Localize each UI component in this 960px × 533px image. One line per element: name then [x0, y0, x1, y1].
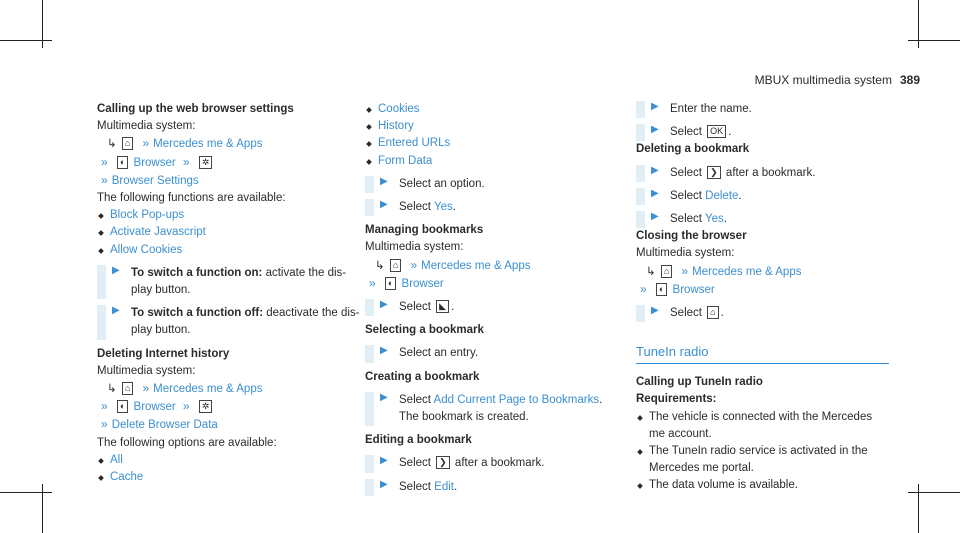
- section-title-tunein: TuneIn radio: [636, 344, 889, 364]
- step-arrow-icon: ▶: [651, 211, 659, 223]
- step-bar: [365, 392, 374, 426]
- step-bar: [365, 199, 374, 216]
- crop-mark: [908, 492, 960, 493]
- list-item[interactable]: Cache: [97, 469, 357, 486]
- menu-path: [365, 257, 615, 275]
- step-select-bookmark-icon: [365, 299, 615, 316]
- menu-path: [636, 281, 896, 299]
- step-text: The bookmark is created.: [399, 411, 529, 424]
- step-text: .: [599, 393, 603, 406]
- step-select-ok: ▶ Select OK .: [636, 124, 896, 141]
- step-select-edit: [365, 479, 615, 496]
- list-item-cont: Mercedes me portal.: [649, 462, 754, 475]
- heading-managing-bookmarks: Managing bookmarks: [365, 224, 484, 237]
- step-arrow-icon: ▶: [651, 305, 659, 317]
- delete-link[interactable]: Delete: [705, 189, 739, 202]
- menu-path: [636, 263, 896, 281]
- step-text: .: [454, 480, 458, 493]
- step-bar: [365, 479, 374, 496]
- path-arrow-icon: ↳: [375, 259, 385, 272]
- step-select-yes: [365, 199, 615, 216]
- step-bar: [636, 165, 645, 182]
- list-item-cont: me account.: [649, 427, 712, 440]
- step-text: .: [452, 201, 456, 214]
- menu-path: [97, 172, 357, 190]
- path-browser[interactable]: Browser: [133, 156, 176, 169]
- chevron-double-icon: »: [369, 275, 376, 290]
- chevron-double-icon: »: [142, 381, 150, 396]
- chevron-double-icon: »: [182, 154, 190, 169]
- path-browser[interactable]: Browser: [672, 283, 715, 296]
- step-text: Select: [670, 213, 702, 226]
- yes-link[interactable]: Yes: [704, 213, 724, 226]
- menu-path: [97, 154, 357, 172]
- path-arrow-icon: ↳: [646, 265, 656, 278]
- chevron-double-icon: »: [410, 257, 418, 272]
- heading-closing-browser: Closing the browser: [636, 230, 747, 243]
- chevron-double-icon: »: [681, 263, 689, 278]
- column-1: [97, 101, 360, 486]
- list-item[interactable]: Activate Javascript: [97, 224, 357, 241]
- step-arrow-icon: ▶: [380, 455, 388, 467]
- step-text: Select: [670, 126, 702, 139]
- list-item[interactable]: Cookies: [365, 101, 615, 118]
- menu-path: [97, 135, 357, 153]
- list-item[interactable]: Allow Cookies: [97, 242, 357, 259]
- chevron-double-icon: »: [101, 399, 108, 414]
- chevron-double-icon: »: [101, 172, 108, 187]
- step-select-home: ▶ Select ⌂ .: [636, 305, 896, 322]
- heading-selecting-bookmark: Selecting a bookmark: [365, 324, 484, 337]
- step-text: Select: [399, 393, 431, 406]
- menu-path: [97, 416, 357, 434]
- compass-icon: ◐: [385, 277, 396, 290]
- compass-icon: ◐: [656, 283, 667, 296]
- step-text: Select: [399, 457, 431, 470]
- header-title: MBUX multimedia system: [754, 73, 892, 87]
- requirements-label: Requirements:: [636, 393, 717, 406]
- list-item[interactable]: All: [97, 452, 357, 469]
- step-bar: [636, 305, 645, 322]
- heading-deleting-bookmark: Deleting a bookmark: [636, 143, 750, 156]
- crop-mark: [0, 492, 52, 493]
- step-arrow-icon: ▶: [651, 164, 659, 176]
- step-arrow-icon: ▶: [380, 299, 388, 311]
- step-arrow-icon: ▶: [651, 124, 659, 136]
- crop-mark: [0, 40, 52, 41]
- step-text: Select an entry.: [399, 347, 479, 360]
- crop-mark: [908, 40, 960, 41]
- list-item: The vehicle is connected with the Mercedes: [636, 409, 896, 426]
- step-bar: [636, 124, 645, 141]
- list-item[interactable]: Block Pop-ups: [97, 207, 357, 224]
- step-text: deactivate the dis-: [263, 307, 360, 320]
- step-bar: [365, 176, 374, 193]
- step-select-entry: [365, 345, 615, 362]
- path-browser[interactable]: Browser: [401, 277, 444, 290]
- edit-link[interactable]: Edit: [434, 480, 454, 493]
- page-header: [755, 73, 920, 87]
- step-switch-on: [97, 265, 357, 299]
- chevron-double-icon: »: [101, 417, 108, 432]
- step-arrow-icon: ▶: [380, 199, 388, 211]
- step-arrow-icon: ▶: [651, 101, 659, 112]
- path-browser[interactable]: Browser: [133, 401, 176, 414]
- bookmark-cursor-icon[interactable]: ◣: [436, 300, 449, 313]
- step-add-bookmark: [365, 392, 615, 426]
- chevron-double-icon: »: [142, 136, 150, 151]
- menu-path: [97, 398, 357, 416]
- home-icon: ⌂: [122, 382, 133, 395]
- chevron-double-icon: »: [182, 399, 190, 414]
- step-text: Select: [399, 201, 434, 214]
- functions-intro: The following functions are available:: [97, 192, 286, 205]
- step-arrow-icon: ▶: [380, 391, 388, 403]
- chevron-double-icon: »: [101, 154, 108, 169]
- path-arrow-icon: ↳: [107, 383, 117, 396]
- step-bar: [636, 101, 645, 118]
- heading-creating-bookmark: Creating a bookmark: [365, 370, 480, 383]
- step-bar: [636, 211, 645, 228]
- gear-icon: ✲: [199, 400, 213, 413]
- list-item[interactable]: History: [365, 118, 615, 135]
- step-text: Select an option.: [399, 177, 485, 190]
- step-bar: [97, 305, 106, 339]
- step-bar: [365, 345, 374, 362]
- heading-editing-bookmark: Editing a bookmark: [365, 434, 472, 447]
- path-mercedes-me[interactable]: Mercedes me & Apps: [692, 265, 802, 278]
- menu-path: [97, 380, 357, 398]
- path-label: Multimedia system:: [636, 247, 735, 260]
- home-icon: ⌂: [390, 259, 401, 272]
- home-icon: ⌂: [661, 265, 672, 278]
- step-select-arrow: [365, 455, 615, 472]
- step-bar: [365, 455, 374, 472]
- list-item[interactable]: Form Data: [365, 153, 615, 170]
- home-icon[interactable]: ⌂: [707, 306, 718, 319]
- step-select-arrow: [636, 165, 896, 182]
- chevron-double-icon: »: [640, 281, 647, 296]
- list-item[interactable]: Entered URLs: [365, 135, 615, 152]
- path-browser-settings[interactable]: Browser Settings: [111, 174, 199, 187]
- step-switch-off: [97, 305, 360, 339]
- list-item: The TuneIn radio service is activated in the: [636, 443, 896, 460]
- step-text: Select: [399, 301, 431, 314]
- step-text: after a bookmark.: [725, 166, 816, 179]
- chevron-right-icon[interactable]: ❯: [436, 456, 450, 469]
- step-text: play button.: [131, 284, 191, 297]
- step-select-option: [365, 176, 615, 193]
- step-arrow-icon: ▶: [380, 345, 388, 357]
- chevron-right-icon[interactable]: ❯: [707, 166, 721, 179]
- home-icon: ⌂: [122, 137, 133, 150]
- menu-path: [365, 275, 615, 293]
- yes-link[interactable]: Yes: [433, 201, 453, 214]
- heading-calling-tunein: Calling up TuneIn radio: [636, 376, 763, 389]
- step-arrow-icon: ▶: [651, 187, 659, 199]
- step-arrow-icon: ▶: [380, 478, 388, 490]
- step-text: Enter the name.: [670, 103, 752, 115]
- step-arrow-icon: ▶: [112, 305, 120, 317]
- path-delete-browser-data[interactable]: Delete Browser Data: [111, 419, 218, 432]
- step-select-yes: ▶ Select Yes.: [636, 211, 896, 228]
- path-label: Multimedia system:: [97, 364, 196, 377]
- step-bar: [365, 299, 374, 316]
- path-mercedes-me[interactable]: Mercedes me & Apps: [421, 259, 531, 272]
- step-text: Select: [670, 189, 702, 202]
- path-arrow-icon: ↳: [107, 138, 117, 151]
- path-label: Multimedia system:: [365, 241, 464, 254]
- step-select-delete: ▶ Select Delete.: [636, 188, 896, 205]
- step-text: Select: [670, 166, 702, 179]
- column-3: [636, 101, 896, 495]
- step-label: To switch a function off:: [131, 307, 264, 320]
- column-2: [365, 101, 615, 496]
- step-label: To switch a function on:: [131, 266, 263, 279]
- step-text: .: [451, 301, 455, 314]
- step-text: play button.: [131, 324, 191, 337]
- path-mercedes-me[interactable]: Mercedes me & Apps: [153, 138, 263, 151]
- path-mercedes-me[interactable]: Mercedes me & Apps: [153, 383, 263, 396]
- path-label: Multimedia system:: [97, 120, 196, 133]
- step-text: Select: [399, 480, 431, 493]
- add-bookmark-link[interactable]: Add Current Page to Bookmarks: [433, 393, 600, 406]
- heading-browser-settings: Calling up the web browser settings: [97, 103, 294, 115]
- list-item: The data volume is available.: [636, 477, 896, 494]
- compass-icon: ◐: [117, 156, 128, 169]
- gear-icon: ✲: [199, 156, 213, 169]
- step-text: Select: [670, 307, 702, 320]
- ok-icon[interactable]: OK: [707, 125, 726, 138]
- step-text: activate the dis-: [262, 266, 347, 279]
- step-arrow-icon: ▶: [112, 264, 120, 276]
- step-text: after a bookmark.: [454, 457, 545, 470]
- step-arrow-icon: ▶: [380, 175, 388, 187]
- page-number: 389: [899, 73, 920, 87]
- step-enter-name: [636, 101, 896, 118]
- compass-icon: ◐: [117, 400, 128, 413]
- options-intro: The following options are available:: [97, 436, 277, 449]
- step-bar: [97, 265, 106, 299]
- heading-delete-history: Deleting Internet history: [97, 347, 230, 360]
- step-bar: [636, 188, 645, 205]
